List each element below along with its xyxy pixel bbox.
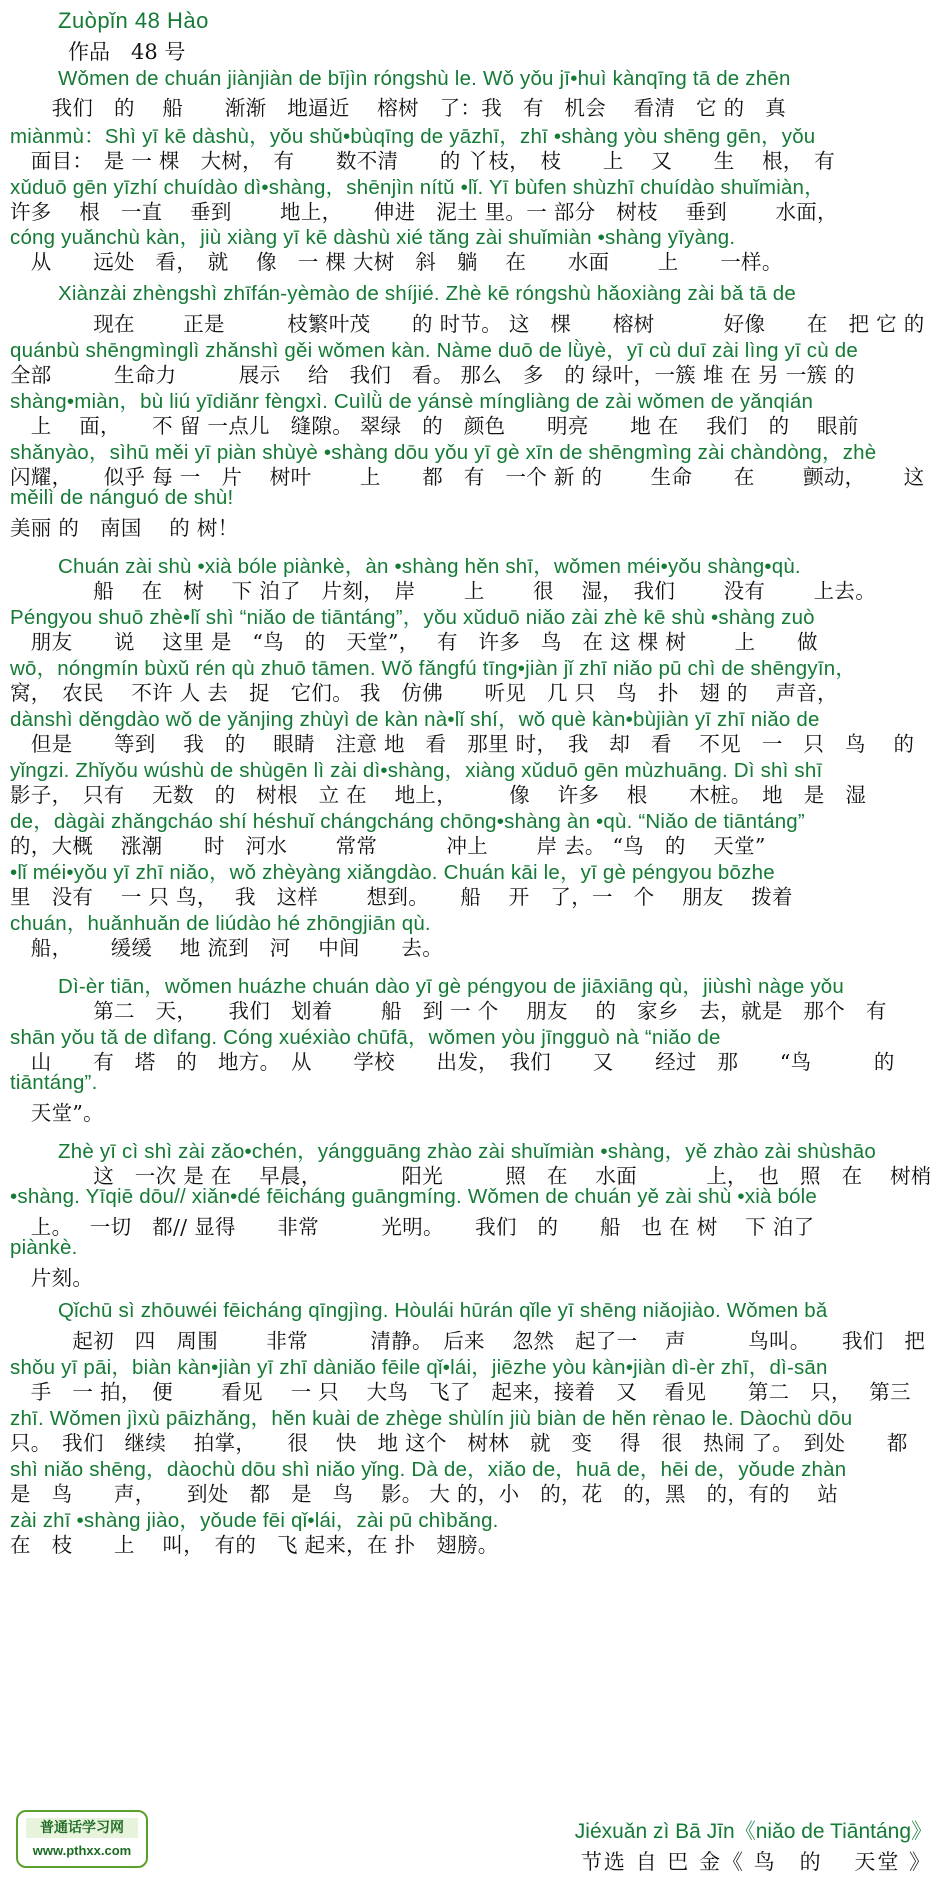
pinyin-line: shǎnyào，sìhū měi yī piàn shùyè •shàng dōu yǒu yī gè xīn de shēngmìng zài chàndòng，zhè bbox=[10, 441, 877, 464]
pinyin-line: zài zhī •shàng jiào，yǒude fēi qǐ•lái，zài pū chìbǎng. bbox=[10, 1509, 499, 1532]
hanzi-line: 许多 根 一直 垂到 地上， 伸进 泥土 里。一 部分 树枝 垂到 水面， bbox=[10, 200, 838, 224]
hanzi-line: 美丽 的 南国 的 树！ bbox=[10, 516, 239, 540]
hanzi-line: 是 鸟 声， 到处 都 是 鸟 影。 大 的，小 的，花 的，黑 的，有的 站 bbox=[10, 1482, 839, 1506]
pinyin-line: Dì-èr tiān，wǒmen huázhe chuán dào yī gè péngyou de jiāxiāng qù，jiùshì nàge yǒu bbox=[58, 975, 844, 998]
pinyin-line: shàng•miàn，bù liú yīdiǎnr fèngxì. Cuìlǜ de yánsè míngliàng de zài wǒmen de yǎnqián bbox=[10, 390, 814, 413]
hanzi-line: 里 没有 一 只 鸟， 我 这样 想到。 船 开 了，一 个 朋友 拨着 bbox=[10, 885, 793, 909]
pinyin-line: shǒu yī pāi，biàn kàn•jiàn yī zhī dàniǎo fēile qǐ•lái，jiēzhe yòu kàn•jiàn dì-èr zhī，dì-sān bbox=[10, 1356, 828, 1379]
pinyin-line: yǐngzi. Zhǐyǒu wúshù de shùgēn lì zài dì•shàng，xiàng xǔduō gēn mùzhuāng. Dì shì shī bbox=[10, 759, 823, 782]
pinyin-line: •lǐ méi•yǒu yī zhī niǎo，wǒ zhèyàng xiǎngdào. Chuán kāi le，yī gè péngyou bōzhe bbox=[10, 861, 775, 884]
hanzi-line: 的，大概 涨潮 时 河水 常常 冲上 岸 去。 “鸟 的 天堂” bbox=[10, 834, 766, 858]
pinyin-line: wō，nóngmín bùxǔ rén qù zhuō tāmen. Wǒ fǎngfú tīng•jiàn jǐ zhī niǎo pū chì de shēngyīn， bbox=[10, 657, 857, 680]
site-logo[interactable] bbox=[16, 1810, 148, 1868]
hanzi-line: 但是 等到 我 的 眼睛 注意 地 看 那里 时， 我 却 看 不见 一 只 鸟 的 bbox=[10, 732, 915, 756]
logo-site-name: 普通话学习网 bbox=[26, 1818, 138, 1838]
hanzi-line: 船 在 树 下 泊了 片刻， 岸 上 很 湿， 我们 没有 上去。 bbox=[10, 579, 877, 603]
hanzi-line: 窝， 农民 不许 人 去 捉 它们。 我 仿佛 听见 几 只 鸟 扑 翅 的 声音， bbox=[10, 681, 838, 705]
hanzi-line: 起初 四 周围 非常 清静。 后来 忽然 起了一 声 鸟叫。 我们 把 bbox=[10, 1329, 926, 1353]
pinyin-line: tiāntáng”. bbox=[10, 1071, 98, 1094]
pinyin-line: dànshì děngdào wǒ de yǎnjing zhùyì de kàn nà•lǐ shí，wǒ què kàn•bùjiàn yī zhī niǎo de bbox=[10, 708, 820, 731]
hanzi-line: 这 一次 是 在 早晨， 阳光 照 在 水面 上， 也 照 在 树梢 bbox=[10, 1164, 932, 1188]
title-pinyin: Zuòpǐn 48 Hào bbox=[58, 8, 209, 33]
hanzi-line: 我们 的 船 渐渐 地逼近 榕树 了：我 有 机会 看清 它 的 真 bbox=[10, 96, 787, 120]
hanzi-line: 手 一 拍， 便 看见 一 只 大鸟 飞了 起来，接着 又 看见 第二 只， 第三 bbox=[10, 1380, 911, 1404]
hanzi-line: 只。 我们 继续 拍掌， 很 快 地 这个 树林 就 变 得 很 热闹 了。 到处 都 bbox=[10, 1431, 908, 1455]
hanzi-line: 上。 一切 都// 显得 非常 光明。 我们 的 船 也 在 树 下 泊了 bbox=[10, 1215, 815, 1239]
hanzi-line: 第二 天， 我们 划着 船 到 一 个 朋友 的 家乡 去，就是 那个 有 bbox=[10, 999, 887, 1023]
pinyin-line: •shàng. Yīqiē dōu// xiǎn•dé fēicháng guāngmíng. Wǒmen de chuán yě zài shù •xià bóle bbox=[10, 1185, 818, 1208]
pinyin-line: Chuán zài shù •xià bóle piànkè，àn •shàng hěn shī，wǒmen méi•yǒu shàng•qù. bbox=[58, 555, 801, 578]
pinyin-line: shì niǎo shēng，dàochù dōu shì niǎo yǐng. Dà de，xiǎo de，huā de，hēi de，yǒude zhàn bbox=[10, 1458, 847, 1481]
hanzi-line: 现在 正是 枝繁叶茂 的 时节。 这 棵 榕树 好像 在 把 它 的 bbox=[10, 312, 925, 336]
pinyin-line: Wǒmen de chuán jiànjiàn de bījìn róngshù le. Wǒ yǒu jī•huì kànqīng tā de zhēn bbox=[58, 67, 791, 90]
hanzi-line: 影子， 只有 无数 的 树根 立 在 地上， 像 许多 根 木桩。 地 是 湿 bbox=[10, 783, 867, 807]
pinyin-line: xǔduō gēn yīzhí chuídào dì•shàng，shēnjìn nítǔ •lǐ. Yī bùfen shùzhī chuídào shuǐmiàn， bbox=[10, 176, 825, 199]
logo-site-url: www.pthxx.com bbox=[32, 1843, 132, 1858]
hanzi-line: 船， 缓缓 地 流到 河 中间 去。 bbox=[10, 936, 444, 960]
hanzi-line: 山 有 塔 的 地方。 从 学校 出发， 我们 又 经过 那 “鸟 的 bbox=[10, 1050, 895, 1074]
credit-pinyin: Jiéxuǎn zì Bā Jīn《niǎo de Tiāntáng》 bbox=[574, 1820, 932, 1843]
pinyin-line: Qǐchū sì zhōuwéi fēicháng qīngjìng. Hòulái hūrán qǐle yī shēng niǎojiào. Wǒmen bǎ bbox=[58, 1299, 828, 1322]
pinyin-line: miànmù：Shì yī kē dàshù，yǒu shǔ•bùqīng de yāzhī，zhī •shàng yòu shēng gēn，yǒu bbox=[10, 125, 816, 148]
hanzi-line: 在 枝 上 叫， 有的 飞 起来，在 扑 翅膀。 bbox=[10, 1533, 499, 1557]
pinyin-line: shān yǒu tǎ de dìfang. Cóng xuéxiào chūfā，wǒmen yòu jīngguò nà “niǎo de bbox=[10, 1026, 721, 1049]
hanzi-line: 天堂”。 bbox=[10, 1101, 104, 1125]
hanzi-line: 朋友 说 这里 是 “鸟 的 天堂”， 有 许多 鸟 在 这 棵 树 上 做 bbox=[10, 630, 818, 654]
pinyin-line: de，dàgài zhǎngcháo shí héshuǐ chángcháng chōng•shàng àn •qù. “Niǎo de tiāntáng” bbox=[10, 810, 805, 833]
pinyin-line: Zhè yī cì shì zài zǎo•chén，yángguāng zhào zài shuǐmiàn •shàng，yě zhào zài shùshāo bbox=[58, 1140, 877, 1163]
pinyin-line: cóng yuǎnchù kàn，jiù xiàng yī kē dàshù xié tǎng zài shuǐmiàn •shàng yīyàng. bbox=[10, 226, 736, 249]
pinyin-line: quánbù shēngmìnglì zhǎnshì gěi wǒmen kàn. Nàme duō de lǜyè，yī cù duī zài lìng yī cù de bbox=[10, 339, 858, 362]
pinyin-line: měilì de nánguó de shù! bbox=[10, 486, 234, 509]
hanzi-line: 片刻。 bbox=[10, 1266, 94, 1290]
hanzi-line: 闪耀， 似乎 每 一 片 树叶 上 都 有 一个 新 的 生命 在 颤动， 这 bbox=[10, 465, 925, 489]
pinyin-line: Péngyou shuō zhè•lǐ shì “niǎo de tiāntáng”，yǒu xǔduō niǎo zài zhè kē shù •shàng zuò bbox=[10, 606, 815, 629]
title-hanzi: 作品 48 号 bbox=[68, 40, 186, 64]
hanzi-line: 全部 生命力 展示 给 我们 看。 那么 多 的 绿叶，一簇 堆 在 另 一簇 的 bbox=[10, 363, 855, 387]
pinyin-line: piànkè. bbox=[10, 1236, 78, 1259]
pinyin-line: chuán，huǎnhuǎn de liúdào hé zhōngjiān qù. bbox=[10, 912, 431, 935]
hanzi-line: 从 远处 看， 就 像 一 棵 大树 斜 躺 在 水面 上 一样。 bbox=[10, 250, 783, 274]
credit-hanzi: 节选 自 巴 金《 鸟 的 天堂 》 bbox=[580, 1850, 932, 1874]
pinyin-line: zhī. Wǒmen jìxù pāizhǎng，hěn kuài de zhège shùlín jiù biàn de hěn rènao le. Dàochù dōu bbox=[10, 1407, 853, 1430]
pinyin-line: Xiànzài zhèngshì zhīfán-yèmào de shíjié. Zhè kē róngshù hǎoxiàng zài bǎ tā de bbox=[58, 282, 796, 305]
hanzi-line: 上 面， 不 留 一点儿 缝隙。 翠绿 的 颜色 明亮 地 在 我们 的 眼前 bbox=[10, 414, 859, 438]
hanzi-line: 面目： 是 一 棵 大树， 有 数不清 的 丫枝， 枝 上 又 生 根， 有 bbox=[10, 149, 836, 173]
